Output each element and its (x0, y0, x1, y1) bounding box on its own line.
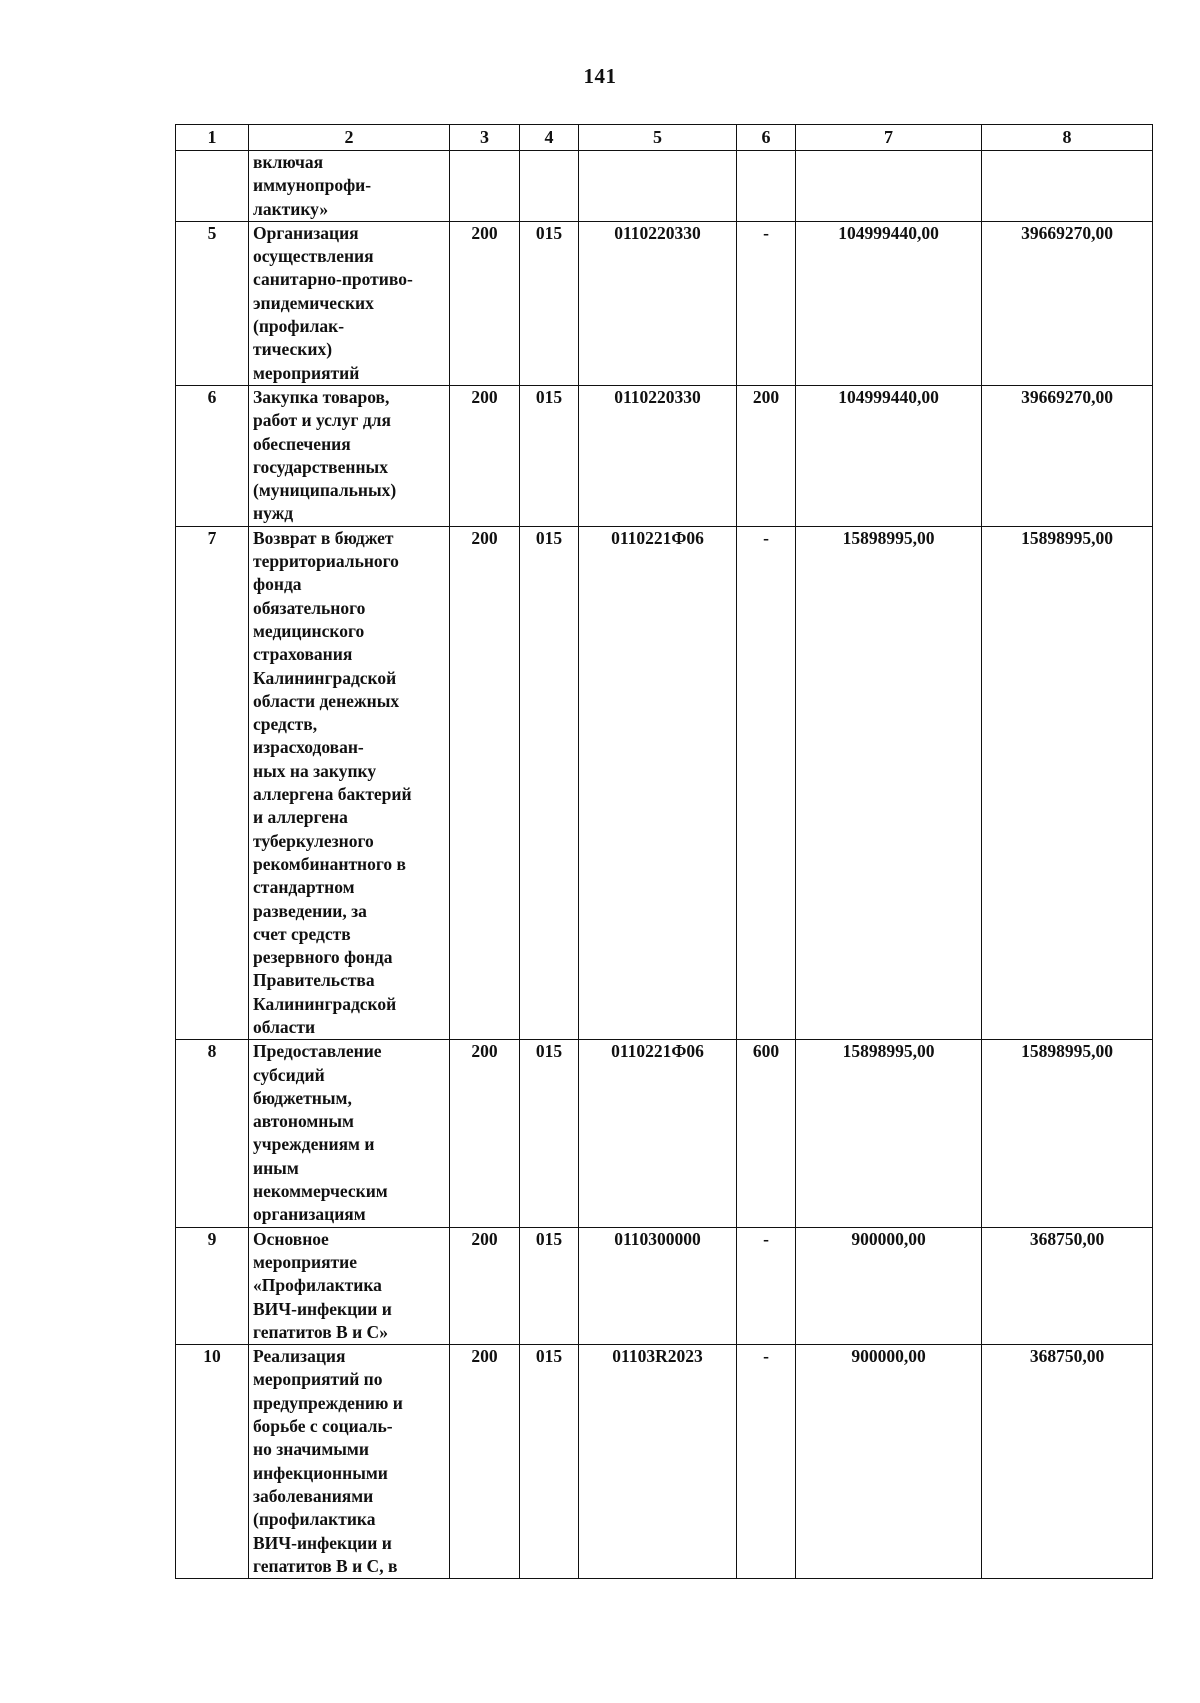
row-name-line: лактику» (253, 198, 329, 219)
table-row (176, 1345, 1153, 1579)
column-header: 2 (249, 125, 450, 151)
row-name-line: субсидий (253, 1064, 325, 1085)
row-name-line: аллергена бактерий (253, 784, 412, 805)
column-8-cell: 368750,00 (982, 1345, 1153, 1579)
column-header: 8 (982, 125, 1153, 151)
column-5-cell: 01103R2023 (579, 1345, 737, 1579)
column-5-cell: 0110221Ф06 (579, 526, 737, 1040)
table-row (176, 526, 1153, 1040)
row-name-line: тических) (253, 339, 333, 360)
row-name-cell (249, 1040, 450, 1227)
column-header: 7 (796, 125, 982, 151)
row-name-line: (профилак- (253, 316, 345, 337)
row-name-line: Предоставление (253, 1041, 382, 1062)
table-row (176, 1227, 1153, 1344)
column-7-cell: 900000,00 (796, 1227, 982, 1344)
row-name-line: иммунопрофи- (253, 175, 372, 196)
column-8-cell: 368750,00 (982, 1227, 1153, 1344)
column-3-cell: 200 (450, 526, 520, 1040)
row-name-line: эпидемических (253, 292, 374, 313)
row-name-cell (249, 151, 450, 222)
column-8-cell: 15898995,00 (982, 1040, 1153, 1227)
row-name-line: включая (253, 152, 324, 172)
column-7-cell: 15898995,00 (796, 526, 982, 1040)
row-name-line: санитарно-противо- (253, 269, 413, 290)
row-name-line: территориального (253, 551, 399, 572)
row-name-line: (профилактика (253, 1509, 376, 1530)
column-3-cell (450, 151, 520, 222)
column-4-cell: 015 (520, 1227, 579, 1344)
column-6-cell: - (737, 221, 796, 385)
row-name-line: фонда (253, 574, 302, 595)
table-row (176, 1040, 1153, 1227)
row-name-line: области (253, 1016, 316, 1037)
column-5-cell: 0110220330 (579, 385, 737, 526)
row-name-line: ВИЧ-инфекции и (253, 1532, 392, 1553)
row-name-line: ных на закупку (253, 760, 377, 781)
column-6-cell: 200 (737, 385, 796, 526)
column-header: 4 (520, 125, 579, 151)
row-name-line: работ и услуг для (253, 410, 391, 431)
column-3-cell: 200 (450, 1345, 520, 1579)
row-number-cell: 9 (176, 1227, 249, 1344)
column-6-cell: - (737, 1227, 796, 1344)
column-7-cell: 15898995,00 (796, 1040, 982, 1227)
row-name-line: рекомбинантного в (253, 853, 406, 874)
column-6-cell (737, 151, 796, 222)
column-7-cell (796, 151, 982, 222)
row-name-line: Возврат в бюджет (253, 527, 394, 548)
column-4-cell: 015 (520, 385, 579, 526)
column-4-cell: 015 (520, 526, 579, 1040)
column-3-cell: 200 (450, 1040, 520, 1227)
column-8-cell: 39669270,00 (982, 221, 1153, 385)
column-7-cell: 104999440,00 (796, 221, 982, 385)
row-name-line: гепатитов В и С» (253, 1321, 388, 1342)
row-name-line: нужд (253, 503, 294, 524)
row-name-line: (муниципальных) (253, 480, 397, 501)
row-name-line: Правительства (253, 970, 375, 991)
column-4-cell: 015 (520, 1040, 579, 1227)
row-number-cell: 5 (176, 221, 249, 385)
row-name-line: Организация (253, 222, 359, 243)
table-header-row (176, 125, 1153, 151)
row-name-line: «Профилактика (253, 1275, 382, 1296)
row-name-line: некоммерческим (253, 1181, 388, 1202)
row-name-line: средств, (253, 714, 318, 735)
row-name-cell (249, 526, 450, 1040)
row-name-line: мероприятий по (253, 1369, 383, 1390)
row-name-line: государственных (253, 456, 388, 477)
column-3-cell: 200 (450, 385, 520, 526)
column-7-cell: 900000,00 (796, 1345, 982, 1579)
row-name-line: заболеваниями (253, 1485, 374, 1506)
row-name-line: резервного фонда (253, 947, 393, 968)
row-name-line: туберкулезного (253, 830, 374, 851)
row-name-line: обеспечения (253, 433, 351, 454)
row-name-line: автономным (253, 1111, 354, 1132)
row-number-cell: 8 (176, 1040, 249, 1227)
row-name-line: Калининградской (253, 667, 397, 688)
row-name-cell (249, 1345, 450, 1579)
table-row (176, 221, 1153, 385)
column-header: 3 (450, 125, 520, 151)
column-3-cell: 200 (450, 221, 520, 385)
row-name-line: Основное (253, 1228, 329, 1249)
row-name-line: обязательного (253, 597, 366, 618)
column-6-cell: - (737, 526, 796, 1040)
row-name-line: организациям (253, 1204, 366, 1225)
column-header: 1 (176, 125, 249, 151)
row-name-line: учреждениям и (253, 1134, 375, 1155)
row-name-line: Калининградской (253, 993, 397, 1014)
row-name-line: инфекционными (253, 1462, 388, 1483)
page-number: 141 (583, 64, 617, 88)
column-6-cell: 600 (737, 1040, 796, 1227)
column-header: 6 (737, 125, 796, 151)
column-5-cell: 0110221Ф06 (579, 1040, 737, 1227)
row-name-cell (249, 385, 450, 526)
column-4-cell: 015 (520, 1345, 579, 1579)
row-name-line: области денежных (253, 690, 400, 711)
row-name-line: медицинского (253, 620, 365, 641)
table-row (176, 385, 1153, 526)
column-4-cell (520, 151, 579, 222)
row-name-cell (249, 1227, 450, 1344)
budget-table (175, 124, 1153, 1579)
column-8-cell: 39669270,00 (982, 385, 1153, 526)
row-number-cell: 6 (176, 385, 249, 526)
column-8-cell (982, 151, 1153, 222)
row-name-line: осуществления (253, 246, 374, 267)
row-number-cell (176, 151, 249, 222)
row-name-line: Закупка товаров, (253, 386, 390, 407)
row-number-cell: 10 (176, 1345, 249, 1579)
row-name-line: страхования (253, 644, 353, 665)
column-header: 5 (579, 125, 737, 151)
row-name-line: предупреждению и (253, 1392, 403, 1413)
row-name-line: и аллергена (253, 807, 348, 828)
column-5-cell: 0110220330 (579, 221, 737, 385)
row-number-cell: 7 (176, 526, 249, 1040)
column-8-cell: 15898995,00 (982, 526, 1153, 1040)
row-name-line: ВИЧ-инфекции и (253, 1298, 392, 1319)
row-name-line: израсходован- (253, 737, 364, 758)
row-name-line: иным (253, 1157, 299, 1178)
table-row (176, 151, 1153, 222)
row-name-line: стандартном (253, 877, 355, 898)
table-body (176, 151, 1153, 1579)
row-name-line: мероприятий (253, 362, 360, 383)
column-6-cell: - (737, 1345, 796, 1579)
column-4-cell: 015 (520, 221, 579, 385)
column-5-cell (579, 151, 737, 222)
row-name-line: бюджетным, (253, 1087, 352, 1108)
row-name-cell (249, 221, 450, 385)
row-name-line: гепатитов В и С, в (253, 1555, 398, 1576)
column-3-cell: 200 (450, 1227, 520, 1344)
column-7-cell: 104999440,00 (796, 385, 982, 526)
row-name-line: Реализация (253, 1346, 346, 1367)
row-name-line: разведении, за (253, 900, 367, 921)
column-5-cell: 0110300000 (579, 1227, 737, 1344)
row-name-line: мероприятие (253, 1251, 357, 1272)
row-name-line: но значимыми (253, 1439, 369, 1460)
row-name-line: борьбе с социаль- (253, 1416, 393, 1437)
row-name-line: счет средств (253, 923, 351, 944)
